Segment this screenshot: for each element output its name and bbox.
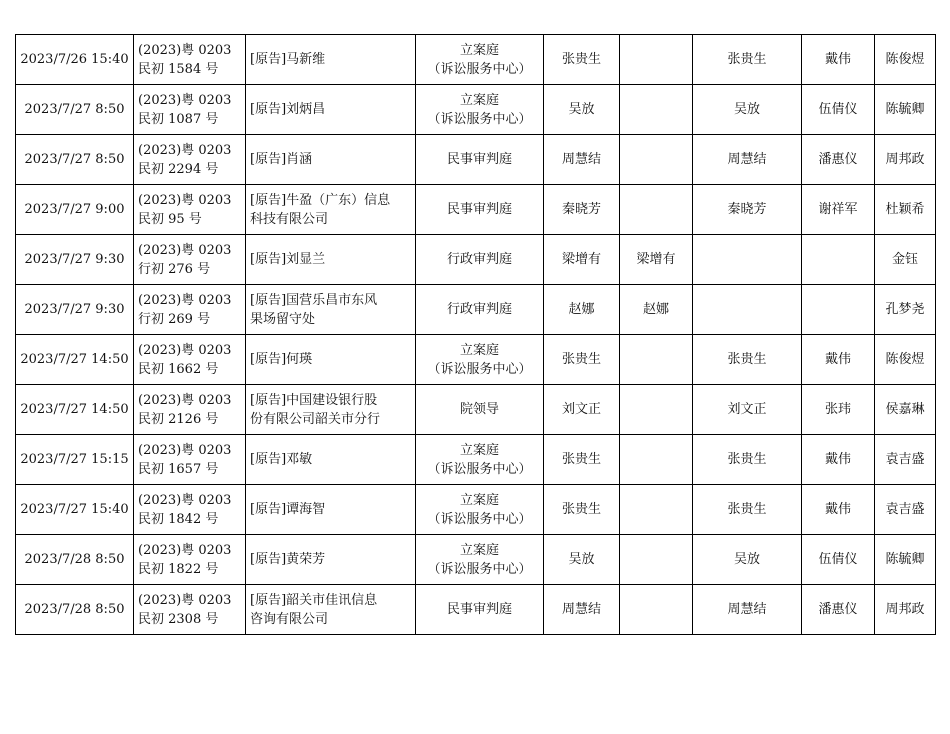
clerk-cell: 杜颖希 bbox=[875, 185, 936, 235]
tribunal-cell bbox=[416, 385, 544, 435]
hearing-time-cell: 2023/7/27 15:40 bbox=[16, 485, 134, 535]
panel-member-2-cell: 戴伟 bbox=[802, 485, 875, 535]
clerk-cell: 金钰 bbox=[875, 235, 936, 285]
panel-member-cell: 吴放 bbox=[693, 535, 802, 585]
hearing-time-cell: 2023/7/28 8:50 bbox=[16, 535, 134, 585]
tribunal-line: 立案庭 bbox=[459, 442, 499, 458]
table-row bbox=[16, 535, 936, 585]
case-number-cell bbox=[134, 235, 246, 285]
tribunal-cell bbox=[416, 435, 544, 485]
hearing-time-cell: 2023/7/28 8:50 bbox=[16, 585, 134, 635]
clerk-cell: 陈俊煜 bbox=[875, 35, 936, 85]
judge-cell: 张贵生 bbox=[544, 485, 620, 535]
case-number-line: 民初 1842 号 bbox=[138, 511, 219, 527]
case-number-cell bbox=[134, 435, 246, 485]
tribunal-line: （诉讼服务中心） bbox=[427, 111, 532, 127]
hearing-time-cell: 2023/7/26 15:40 bbox=[16, 35, 134, 85]
clerk-cell: 袁吉盛 bbox=[875, 435, 936, 485]
party-line: 咨询有限公司 bbox=[250, 611, 329, 627]
tribunal-cell bbox=[416, 235, 544, 285]
hearing-time-cell: 2023/7/27 8:50 bbox=[16, 85, 134, 135]
judge-cell: 周慧结 bbox=[544, 585, 620, 635]
panel-member-2-cell: 戴伟 bbox=[802, 335, 875, 385]
judge-cell: 张贵生 bbox=[544, 35, 620, 85]
presiding-judge-cell: 赵娜 bbox=[620, 285, 693, 335]
clerk-cell: 陈毓卿 bbox=[875, 535, 936, 585]
panel-member-cell: 张贵生 bbox=[693, 485, 802, 535]
party-cell bbox=[246, 85, 416, 135]
table-row bbox=[16, 185, 936, 235]
panel-member-2-cell: 戴伟 bbox=[802, 35, 875, 85]
hearing-time-cell: 2023/7/27 9:30 bbox=[16, 235, 134, 285]
case-number-cell bbox=[134, 85, 246, 135]
case-number-line: 行初 269 号 bbox=[138, 311, 211, 327]
presiding-judge-cell bbox=[620, 535, 693, 585]
case-number-cell bbox=[134, 285, 246, 335]
hearing-time-cell: 2023/7/27 15:15 bbox=[16, 435, 134, 485]
tribunal-line: 行政审判庭 bbox=[446, 302, 512, 317]
tribunal-cell bbox=[416, 335, 544, 385]
party-cell bbox=[246, 235, 416, 285]
case-number-line: 民初 2294 号 bbox=[138, 161, 219, 177]
case-number-line: 民初 1657 号 bbox=[138, 461, 219, 477]
clerk-cell: 陈毓卿 bbox=[875, 85, 936, 135]
tribunal-line: 立案庭 bbox=[459, 92, 499, 108]
party-line: [原告]中国建设银行股 bbox=[250, 392, 378, 408]
hearing-time-cell: 2023/7/27 9:00 bbox=[16, 185, 134, 235]
panel-member-2-cell: 潘惠仪 bbox=[802, 585, 875, 635]
judge-cell: 赵娜 bbox=[544, 285, 620, 335]
table-row bbox=[16, 435, 936, 485]
presiding-judge-cell bbox=[620, 385, 693, 435]
panel-member-cell: 周慧结 bbox=[693, 135, 802, 185]
party-cell bbox=[246, 435, 416, 485]
case-number-cell bbox=[134, 585, 246, 635]
hearing-schedule-table bbox=[15, 34, 936, 635]
hearing-time-cell: 2023/7/27 9:30 bbox=[16, 285, 134, 335]
presiding-judge-cell bbox=[620, 185, 693, 235]
party-line: 科技有限公司 bbox=[250, 211, 329, 227]
party-line: [原告]谭海智 bbox=[250, 502, 326, 517]
tribunal-cell bbox=[416, 585, 544, 635]
tribunal-line: 民事审判庭 bbox=[446, 152, 512, 167]
clerk-cell: 陈俊煜 bbox=[875, 335, 936, 385]
presiding-judge-cell bbox=[620, 585, 693, 635]
case-number-line: (2023)粤 0203 bbox=[138, 142, 232, 158]
case-number-cell bbox=[134, 385, 246, 435]
party-cell bbox=[246, 585, 416, 635]
tribunal-cell bbox=[416, 185, 544, 235]
case-number-line: 民初 1087 号 bbox=[138, 111, 219, 127]
panel-member-cell: 周慧结 bbox=[693, 585, 802, 635]
table-row bbox=[16, 585, 936, 635]
party-line: 份有限公司韶关市分行 bbox=[250, 411, 381, 427]
case-number-line: (2023)粤 0203 bbox=[138, 192, 232, 208]
table-row bbox=[16, 485, 936, 535]
panel-member-cell: 张贵生 bbox=[693, 35, 802, 85]
party-cell bbox=[246, 385, 416, 435]
judge-cell: 刘文正 bbox=[544, 385, 620, 435]
judge-cell: 梁增有 bbox=[544, 235, 620, 285]
party-line: 果场留守处 bbox=[250, 311, 316, 327]
panel-member-cell bbox=[693, 235, 802, 285]
hearing-time-cell: 2023/7/27 8:50 bbox=[16, 135, 134, 185]
tribunal-cell bbox=[416, 485, 544, 535]
panel-member-2-cell: 伍倩仪 bbox=[802, 535, 875, 585]
case-number-line: 民初 1584 号 bbox=[138, 61, 219, 77]
party-line: [原告]肖涵 bbox=[250, 152, 313, 167]
party-line: [原告]何瑛 bbox=[250, 352, 313, 367]
tribunal-line: 立案庭 bbox=[459, 42, 499, 58]
tribunal-line: 院领导 bbox=[459, 402, 499, 417]
party-cell bbox=[246, 285, 416, 335]
tribunal-cell bbox=[416, 285, 544, 335]
case-number-line: 行初 276 号 bbox=[138, 261, 211, 277]
presiding-judge-cell bbox=[620, 435, 693, 485]
party-line: [原告]邓敏 bbox=[250, 452, 313, 467]
judge-cell: 吴放 bbox=[544, 535, 620, 585]
tribunal-line: 民事审判庭 bbox=[446, 602, 512, 617]
judge-cell: 张贵生 bbox=[544, 435, 620, 485]
tribunal-line: （诉讼服务中心） bbox=[427, 461, 532, 477]
panel-member-2-cell: 潘惠仪 bbox=[802, 135, 875, 185]
panel-member-cell bbox=[693, 285, 802, 335]
panel-member-2-cell: 张玮 bbox=[802, 385, 875, 435]
table-row bbox=[16, 35, 936, 85]
case-number-line: (2023)粤 0203 bbox=[138, 92, 232, 108]
presiding-judge-cell bbox=[620, 135, 693, 185]
table-row bbox=[16, 85, 936, 135]
panel-member-2-cell bbox=[802, 285, 875, 335]
clerk-cell: 周邦政 bbox=[875, 585, 936, 635]
presiding-judge-cell bbox=[620, 85, 693, 135]
case-number-line: (2023)粤 0203 bbox=[138, 542, 232, 558]
tribunal-line: 立案庭 bbox=[459, 492, 499, 508]
case-number-line: (2023)粤 0203 bbox=[138, 342, 232, 358]
tribunal-line: （诉讼服务中心） bbox=[427, 511, 532, 527]
panel-member-2-cell bbox=[802, 235, 875, 285]
panel-member-cell: 秦晓芳 bbox=[693, 185, 802, 235]
party-line: [原告]刘炳昌 bbox=[250, 102, 326, 117]
party-line: [原告]黄荣芳 bbox=[250, 552, 326, 567]
presiding-judge-cell bbox=[620, 335, 693, 385]
party-line: [原告]马新维 bbox=[250, 52, 326, 67]
table-row bbox=[16, 335, 936, 385]
tribunal-cell bbox=[416, 85, 544, 135]
case-number-cell bbox=[134, 35, 246, 85]
case-number-line: (2023)粤 0203 bbox=[138, 292, 232, 308]
tribunal-cell bbox=[416, 35, 544, 85]
panel-member-2-cell: 伍倩仪 bbox=[802, 85, 875, 135]
tribunal-line: （诉讼服务中心） bbox=[427, 61, 532, 77]
presiding-judge-cell bbox=[620, 35, 693, 85]
case-number-cell bbox=[134, 335, 246, 385]
case-number-line: 民初 2126 号 bbox=[138, 411, 219, 427]
table-row bbox=[16, 235, 936, 285]
tribunal-line: 立案庭 bbox=[459, 342, 499, 358]
panel-member-cell: 刘文正 bbox=[693, 385, 802, 435]
tribunal-line: （诉讼服务中心） bbox=[427, 561, 532, 577]
party-cell bbox=[246, 535, 416, 585]
party-cell bbox=[246, 135, 416, 185]
presiding-judge-cell bbox=[620, 485, 693, 535]
case-number-cell bbox=[134, 135, 246, 185]
party-line: [原告]韶关市佳讯信息 bbox=[250, 592, 378, 608]
tribunal-line: 民事审判庭 bbox=[446, 202, 512, 217]
party-line: [原告]国营乐昌市东风 bbox=[250, 292, 378, 308]
tribunal-line: 立案庭 bbox=[459, 542, 499, 558]
clerk-cell: 侯嘉琳 bbox=[875, 385, 936, 435]
panel-member-cell: 张贵生 bbox=[693, 435, 802, 485]
party-cell bbox=[246, 35, 416, 85]
case-number-line: 民初 1662 号 bbox=[138, 361, 219, 377]
hearing-time-cell: 2023/7/27 14:50 bbox=[16, 385, 134, 435]
clerk-cell: 周邦政 bbox=[875, 135, 936, 185]
judge-cell: 周慧结 bbox=[544, 135, 620, 185]
party-cell bbox=[246, 335, 416, 385]
panel-member-2-cell: 谢祥军 bbox=[802, 185, 875, 235]
panel-member-2-cell: 戴伟 bbox=[802, 435, 875, 485]
tribunal-line: 行政审判庭 bbox=[446, 252, 512, 267]
table-row bbox=[16, 285, 936, 335]
judge-cell: 张贵生 bbox=[544, 335, 620, 385]
party-line: [原告]刘显兰 bbox=[250, 252, 326, 267]
clerk-cell: 袁吉盛 bbox=[875, 485, 936, 535]
table-body bbox=[16, 35, 936, 635]
case-number-line: (2023)粤 0203 bbox=[138, 42, 232, 58]
case-number-line: (2023)粤 0203 bbox=[138, 492, 232, 508]
case-number-line: (2023)粤 0203 bbox=[138, 592, 232, 608]
case-number-line: (2023)粤 0203 bbox=[138, 392, 232, 408]
tribunal-line: （诉讼服务中心） bbox=[427, 361, 532, 377]
case-number-line: (2023)粤 0203 bbox=[138, 242, 232, 258]
party-cell bbox=[246, 185, 416, 235]
party-cell bbox=[246, 485, 416, 535]
tribunal-cell bbox=[416, 535, 544, 585]
panel-member-cell: 张贵生 bbox=[693, 335, 802, 385]
presiding-judge-cell: 梁增有 bbox=[620, 235, 693, 285]
clerk-cell: 孔梦尧 bbox=[875, 285, 936, 335]
case-number-cell bbox=[134, 185, 246, 235]
judge-cell: 秦晓芳 bbox=[544, 185, 620, 235]
case-number-line: (2023)粤 0203 bbox=[138, 442, 232, 458]
case-number-line: 民初 2308 号 bbox=[138, 611, 219, 627]
table-row bbox=[16, 385, 936, 435]
case-number-cell bbox=[134, 535, 246, 585]
party-line: [原告]牛盈（广东）信息 bbox=[250, 192, 391, 208]
panel-member-cell: 吴放 bbox=[693, 85, 802, 135]
judge-cell: 吴放 bbox=[544, 85, 620, 135]
table-row bbox=[16, 135, 936, 185]
hearing-time-cell: 2023/7/27 14:50 bbox=[16, 335, 134, 385]
case-number-line: 民初 1822 号 bbox=[138, 561, 219, 577]
case-number-line: 民初 95 号 bbox=[138, 211, 202, 227]
tribunal-cell bbox=[416, 135, 544, 185]
case-number-cell bbox=[134, 485, 246, 535]
